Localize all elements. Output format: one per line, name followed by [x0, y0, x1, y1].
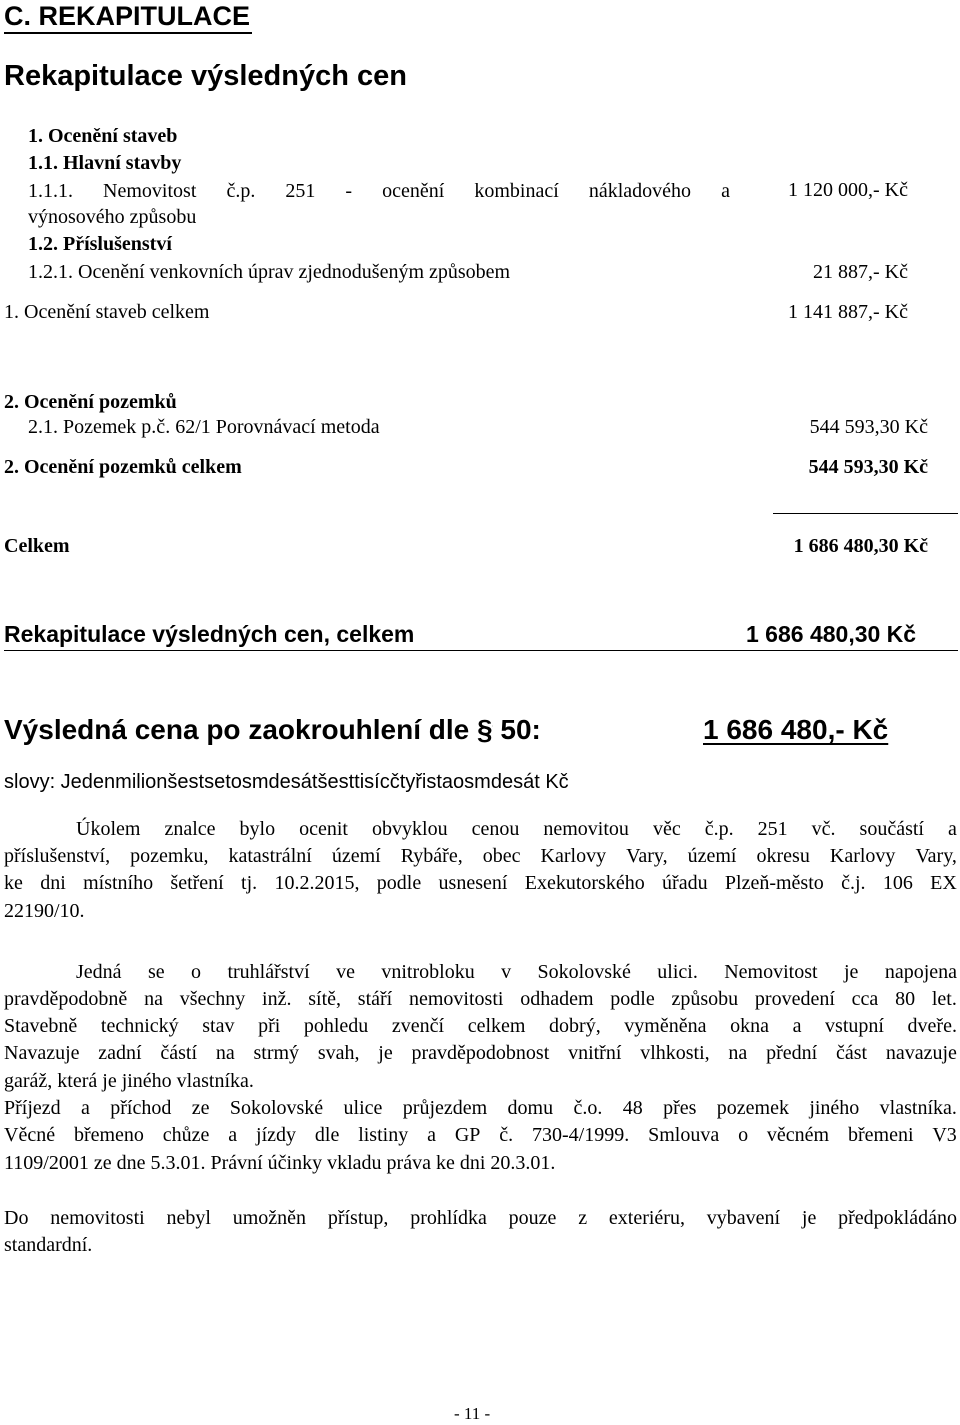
buildings-heading: 1. Ocenění staveb — [28, 125, 178, 147]
word: nemovitou — [543, 818, 629, 840]
word: nemovitosti — [50, 1207, 145, 1229]
word: ulici. — [657, 961, 698, 983]
word: Příjezd — [4, 1097, 61, 1119]
item-1-1-1-line1 — [28, 178, 730, 204]
word: umožněn — [232, 1207, 307, 1229]
word: zvenčí — [391, 1015, 445, 1037]
p3-line1 — [4, 1205, 957, 1231]
word: Vary, — [626, 845, 668, 867]
word: přístup, — [327, 1207, 389, 1229]
word: Jedná — [76, 961, 122, 983]
word: vlhkosti, — [640, 1042, 710, 1064]
recap-total-label: Rekapitulace výsledných cen, celkem — [4, 621, 415, 647]
word: Rybáře, — [400, 845, 463, 867]
buildings-total-label: 1. Ocenění staveb celkem — [4, 301, 210, 323]
word: příslušenství, — [4, 845, 111, 867]
word: dle — [314, 1124, 340, 1146]
item-2-1-value: 544 593,30 Kč — [809, 416, 928, 438]
word: 106 — [882, 872, 913, 894]
word: Sokolovské — [229, 1097, 324, 1119]
word: šetření — [170, 872, 224, 894]
accessories-heading: 1.2. Příslušenství — [28, 233, 172, 255]
item-1-1-1-line2: výnosového způsobu — [28, 206, 197, 228]
total-rule — [773, 513, 958, 514]
grand-total-label: Celkem — [4, 535, 70, 557]
p1-line2 — [4, 843, 957, 869]
final-price-label — [4, 712, 541, 748]
word: součástí — [859, 818, 924, 840]
word: cca — [851, 988, 879, 1010]
word: inž. — [262, 988, 292, 1010]
word: chůze — [162, 1124, 210, 1146]
p1-line1 — [76, 816, 957, 842]
word: pravděpodobně — [4, 988, 128, 1010]
word: podle — [376, 872, 422, 894]
word: odhadem — [520, 988, 594, 1010]
word: č.j. — [841, 872, 866, 894]
word: let. — [931, 988, 957, 1010]
word: jiného — [809, 1097, 860, 1119]
section-title: Rekapitulace výsledných cen — [4, 60, 407, 92]
word: břemeno — [73, 1124, 144, 1146]
word: na — [215, 1042, 235, 1064]
word: z — [578, 1207, 588, 1229]
word: č. — [499, 1124, 514, 1146]
word: svah, — [317, 1042, 360, 1064]
land-total-value: 544 593,30 Kč — [808, 456, 928, 478]
word: průjezdem — [402, 1097, 488, 1119]
land-heading: 2. Ocenění pozemků — [4, 391, 177, 413]
word: usnesení — [438, 872, 508, 894]
p2-line4 — [4, 1040, 957, 1066]
word: GP — [454, 1124, 481, 1146]
word: Vary, — [915, 845, 957, 867]
word: obvyklou — [372, 818, 448, 840]
main-buildings-heading: 1.1. Hlavní stavby — [28, 152, 182, 174]
word: 48 — [622, 1097, 643, 1119]
p2-line5: garáž, která je jiného vlastníka. — [4, 1070, 254, 1092]
word: provedení — [754, 988, 835, 1010]
word: se — [147, 961, 165, 983]
word: strmý — [253, 1042, 300, 1064]
word: Nemovitost — [724, 961, 818, 983]
item-1-1-1-value: 1 120 000,- Kč — [788, 179, 908, 201]
word: č.p. — [704, 818, 734, 840]
word: vstupní — [825, 1015, 884, 1037]
word: celkem — [467, 1015, 526, 1037]
word: ve — [336, 961, 355, 983]
word: nákladového — [588, 180, 692, 202]
recap-rule — [4, 650, 958, 651]
word: prohlídka — [410, 1207, 487, 1229]
word: 251 — [285, 180, 316, 202]
word: věcném — [766, 1124, 830, 1146]
word: napojena — [884, 961, 957, 983]
word: stáří — [357, 988, 393, 1010]
grand-total-value: 1 686 480,30 Kč — [793, 535, 928, 557]
final-price-label-before: Výsledná cena po zaokrouhlení dle — [4, 714, 478, 745]
word: č.o. — [573, 1097, 603, 1119]
recap-total-value: 1 686 480,30 Kč — [746, 621, 917, 647]
word: a — [427, 1124, 436, 1146]
word: 10.2.2015, — [274, 872, 360, 894]
word: vč. — [811, 818, 836, 840]
word: vnitřní — [568, 1042, 622, 1064]
word: přední — [766, 1042, 818, 1064]
word: na — [144, 988, 163, 1010]
section-sign: § — [477, 714, 493, 745]
word: Úkolem — [76, 818, 141, 840]
word: na — [728, 1042, 748, 1064]
word: věc — [652, 818, 681, 840]
p2-line6 — [4, 1095, 957, 1121]
word: jízdy — [256, 1124, 297, 1146]
word: částí — [160, 1042, 198, 1064]
word: místního — [83, 872, 154, 894]
page-number: - 11 - — [454, 1404, 491, 1423]
chapter-heading: C. REKAPITULACE — [4, 0, 252, 34]
word: a — [228, 1124, 238, 1146]
word: Do — [4, 1207, 29, 1229]
word: obec — [482, 845, 521, 867]
word: ke — [4, 872, 23, 894]
word: a — [721, 180, 730, 202]
word: EX — [930, 872, 957, 894]
word: - — [345, 180, 353, 202]
word: Sokolovské — [537, 961, 631, 983]
word: pozemku, — [130, 845, 209, 867]
word: a — [948, 818, 957, 840]
word: Nemovitost — [103, 180, 197, 202]
word: kombinací — [474, 180, 559, 202]
word: všechny — [179, 988, 246, 1010]
word: a — [792, 1015, 802, 1037]
price-in-words: slovy: Jedenmilionšestsetosmdesátšesttisícčtyřistaosmdesát Kč — [4, 771, 569, 793]
word: je — [843, 961, 859, 983]
word: okresu — [756, 845, 810, 867]
word: tj. — [241, 872, 258, 894]
word: 1.1.1. — [28, 180, 73, 202]
word: dveře. — [907, 1015, 957, 1037]
word: č.p. — [226, 180, 256, 202]
final-price-label-after: 50: — [492, 714, 541, 745]
word: pozemek — [716, 1097, 789, 1119]
final-price-value: 1 686 480,- Kč — [703, 714, 889, 745]
p2-line3 — [4, 1013, 957, 1039]
word: pouze — [508, 1207, 557, 1229]
word: přes — [663, 1097, 697, 1119]
word: okna — [730, 1015, 769, 1037]
word: Karlovy — [829, 845, 896, 867]
word: bylo — [239, 818, 276, 840]
word: Karlovy — [540, 845, 607, 867]
word: ulice — [343, 1097, 383, 1119]
word: pravděpodobnost — [411, 1042, 550, 1064]
word: domu — [507, 1097, 554, 1119]
word: úřadu — [662, 872, 708, 894]
word: pohledu — [303, 1015, 369, 1037]
p2-line8: 1109/2001 ze dne 5.3.01. Právní účinky vkladu práva ke dni 20.3.01. — [4, 1152, 556, 1174]
word: je — [801, 1207, 817, 1229]
word: Smlouva — [648, 1124, 720, 1146]
word: navazuje — [885, 1042, 957, 1064]
word: způsobu — [671, 988, 739, 1010]
p1-line4: 22190/10. — [4, 900, 85, 922]
word: v — [501, 961, 512, 983]
word: při — [258, 1015, 281, 1037]
word: o — [738, 1124, 749, 1146]
item-1-2-1-label: 1.2.1. Ocenění venkovních úprav zjednodušeným způsobem — [28, 261, 511, 283]
word: sítě, — [308, 988, 342, 1010]
word: území — [687, 845, 737, 867]
word: Věcné — [4, 1124, 56, 1146]
word: nebyl — [166, 1207, 211, 1229]
word: katastrální — [228, 845, 312, 867]
word: vyměněna — [624, 1015, 707, 1037]
land-total-label: 2. Ocenění pozemků celkem — [4, 456, 242, 478]
word: ocenit — [299, 818, 348, 840]
word: ze — [191, 1097, 210, 1119]
word: dni — [40, 872, 66, 894]
p1-line3 — [4, 870, 957, 896]
word: vybavení — [706, 1207, 781, 1229]
p2-line7 — [4, 1122, 957, 1148]
word: Plzeň-město — [724, 872, 824, 894]
item-2-1-label: 2.1. Pozemek p.č. 62/1 Porovnávací metoda — [28, 416, 380, 438]
word: Stavebně — [4, 1015, 78, 1037]
word: ocenění — [382, 180, 445, 202]
word: zadní — [98, 1042, 142, 1064]
word: Exekutorského — [524, 872, 645, 894]
word: 730-4/1999. — [532, 1124, 630, 1146]
word: V3 — [932, 1124, 957, 1146]
word: Navazuje — [4, 1042, 80, 1064]
item-1-2-1-value: 21 887,- Kč — [813, 261, 908, 283]
word: a — [81, 1097, 90, 1119]
p2-line1 — [76, 959, 957, 985]
word: vlastníka. — [879, 1097, 957, 1119]
word: listiny — [358, 1124, 409, 1146]
p3-line2: standardní. — [4, 1234, 93, 1256]
word: dobrý, — [549, 1015, 601, 1037]
word: o — [191, 961, 202, 983]
word: cenou — [471, 818, 520, 840]
word: 251 — [757, 818, 788, 840]
buildings-total-value: 1 141 887,- Kč — [788, 301, 908, 323]
p2-line2 — [4, 986, 957, 1012]
word: znalce — [164, 818, 216, 840]
word: 80 — [895, 988, 916, 1010]
word: část — [835, 1042, 868, 1064]
word: příchod — [110, 1097, 172, 1119]
word: předpokládáno — [838, 1207, 957, 1229]
word: stav — [202, 1015, 235, 1037]
word: nemovitosti — [408, 988, 504, 1010]
word: exteriéru, — [608, 1207, 685, 1229]
word: břemeni — [847, 1124, 914, 1146]
word: vnitrobloku — [381, 961, 475, 983]
word: je — [378, 1042, 393, 1064]
word: truhlářství — [227, 961, 310, 983]
word: území — [331, 845, 381, 867]
word: podle — [610, 988, 655, 1010]
word: technický — [100, 1015, 179, 1037]
